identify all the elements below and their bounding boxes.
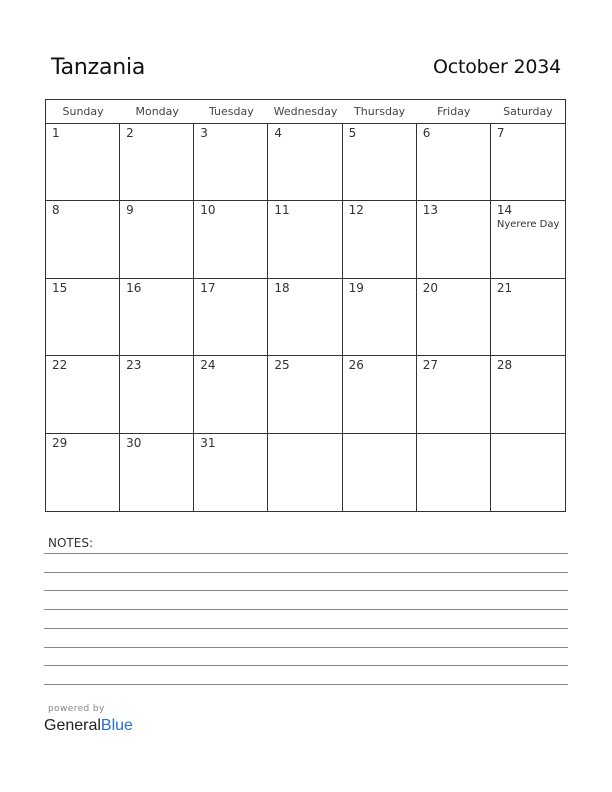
day-number: 8 — [52, 203, 60, 218]
weekday-header: Wednesday — [268, 100, 342, 124]
day-cell — [120, 356, 194, 433]
day-number: 20 — [422, 280, 438, 295]
day-number: 26 — [348, 358, 364, 373]
day-cell — [417, 356, 491, 433]
day-cell — [268, 356, 342, 433]
brand-blue: Blue — [100, 717, 133, 734]
day-cell — [491, 434, 565, 511]
weekday-header: Monday — [120, 100, 194, 124]
day-number: 27 — [422, 358, 438, 373]
day-cell — [343, 279, 417, 356]
day-number: 15 — [52, 280, 68, 295]
day-number: 3 — [200, 126, 208, 140]
day-cell — [417, 434, 491, 511]
day-cell — [194, 356, 268, 433]
day-number: 21 — [496, 280, 513, 295]
day-number: 25 — [274, 358, 290, 373]
day-number: 16 — [126, 280, 142, 295]
day-number: 5 — [348, 126, 357, 140]
day-cell — [120, 434, 194, 511]
day-cell — [194, 124, 268, 201]
day-cell — [120, 279, 194, 356]
note-line — [44, 647, 568, 648]
note-line — [44, 628, 568, 629]
day-number: 23 — [126, 358, 142, 373]
day-number: 10 — [200, 203, 216, 218]
day-cell — [46, 201, 120, 278]
day-number: 6 — [422, 126, 431, 140]
notes-label: NOTES: — [48, 536, 93, 550]
day-number: 1 — [52, 126, 60, 140]
day-number: 19 — [348, 280, 364, 295]
day-cell — [46, 124, 120, 201]
day-number: 13 — [422, 203, 438, 218]
day-cell — [491, 279, 565, 356]
day-cell — [46, 279, 120, 356]
weekday-header: Tuesday — [194, 100, 268, 124]
day-cell — [194, 279, 268, 356]
note-line — [44, 609, 568, 610]
day-number: 17 — [200, 280, 216, 295]
month-year-title: October 2034 — [432, 56, 561, 78]
note-line — [44, 590, 568, 591]
day-cell — [268, 434, 342, 511]
note-line — [44, 572, 568, 573]
day-cell — [120, 201, 194, 278]
day-cell — [343, 201, 417, 278]
day-number: 24 — [200, 358, 216, 373]
note-line — [44, 665, 568, 666]
weekday-header: Sunday — [46, 100, 120, 124]
day-number: 31 — [200, 435, 216, 450]
day-cell — [120, 124, 194, 201]
day-cell — [417, 201, 491, 278]
brand-general: General — [44, 717, 101, 734]
day-number: 7 — [496, 126, 505, 140]
day-number: 4 — [274, 126, 283, 140]
day-cell — [194, 434, 268, 511]
note-line — [44, 553, 568, 554]
day-number: 29 — [52, 435, 68, 450]
day-cell — [343, 356, 417, 433]
day-cell — [194, 201, 268, 278]
day-number: 28 — [496, 358, 513, 373]
day-cell — [46, 356, 120, 433]
day-number: 9 — [126, 203, 134, 218]
day-cell — [46, 434, 120, 511]
day-number: 22 — [52, 358, 68, 373]
day-cell — [491, 124, 565, 201]
weekday-header: Saturday — [491, 100, 565, 124]
day-cell — [343, 434, 417, 511]
generalblue-logo — [44, 717, 133, 735]
country-title: Tanzania — [51, 55, 146, 80]
day-cell — [491, 356, 565, 433]
calendar-grid — [45, 99, 566, 512]
day-cell — [268, 279, 342, 356]
day-cell — [417, 124, 491, 201]
day-number: 11 — [274, 203, 290, 218]
note-line — [44, 684, 568, 685]
day-number: 12 — [348, 203, 364, 218]
day-number: 30 — [126, 435, 142, 450]
day-number: 2 — [126, 126, 134, 140]
day-cell — [343, 124, 417, 201]
day-number: 18 — [274, 280, 290, 295]
day-cell — [491, 201, 565, 278]
day-number: 14 — [496, 203, 513, 218]
weekday-header: Thursday — [343, 100, 417, 124]
powered-by-text: powered by — [48, 704, 105, 714]
holiday-label: Nyerere Day — [496, 219, 560, 231]
weekday-header: Friday — [417, 100, 491, 124]
day-cell — [268, 124, 342, 201]
day-cell — [268, 201, 342, 278]
day-cell — [417, 279, 491, 356]
